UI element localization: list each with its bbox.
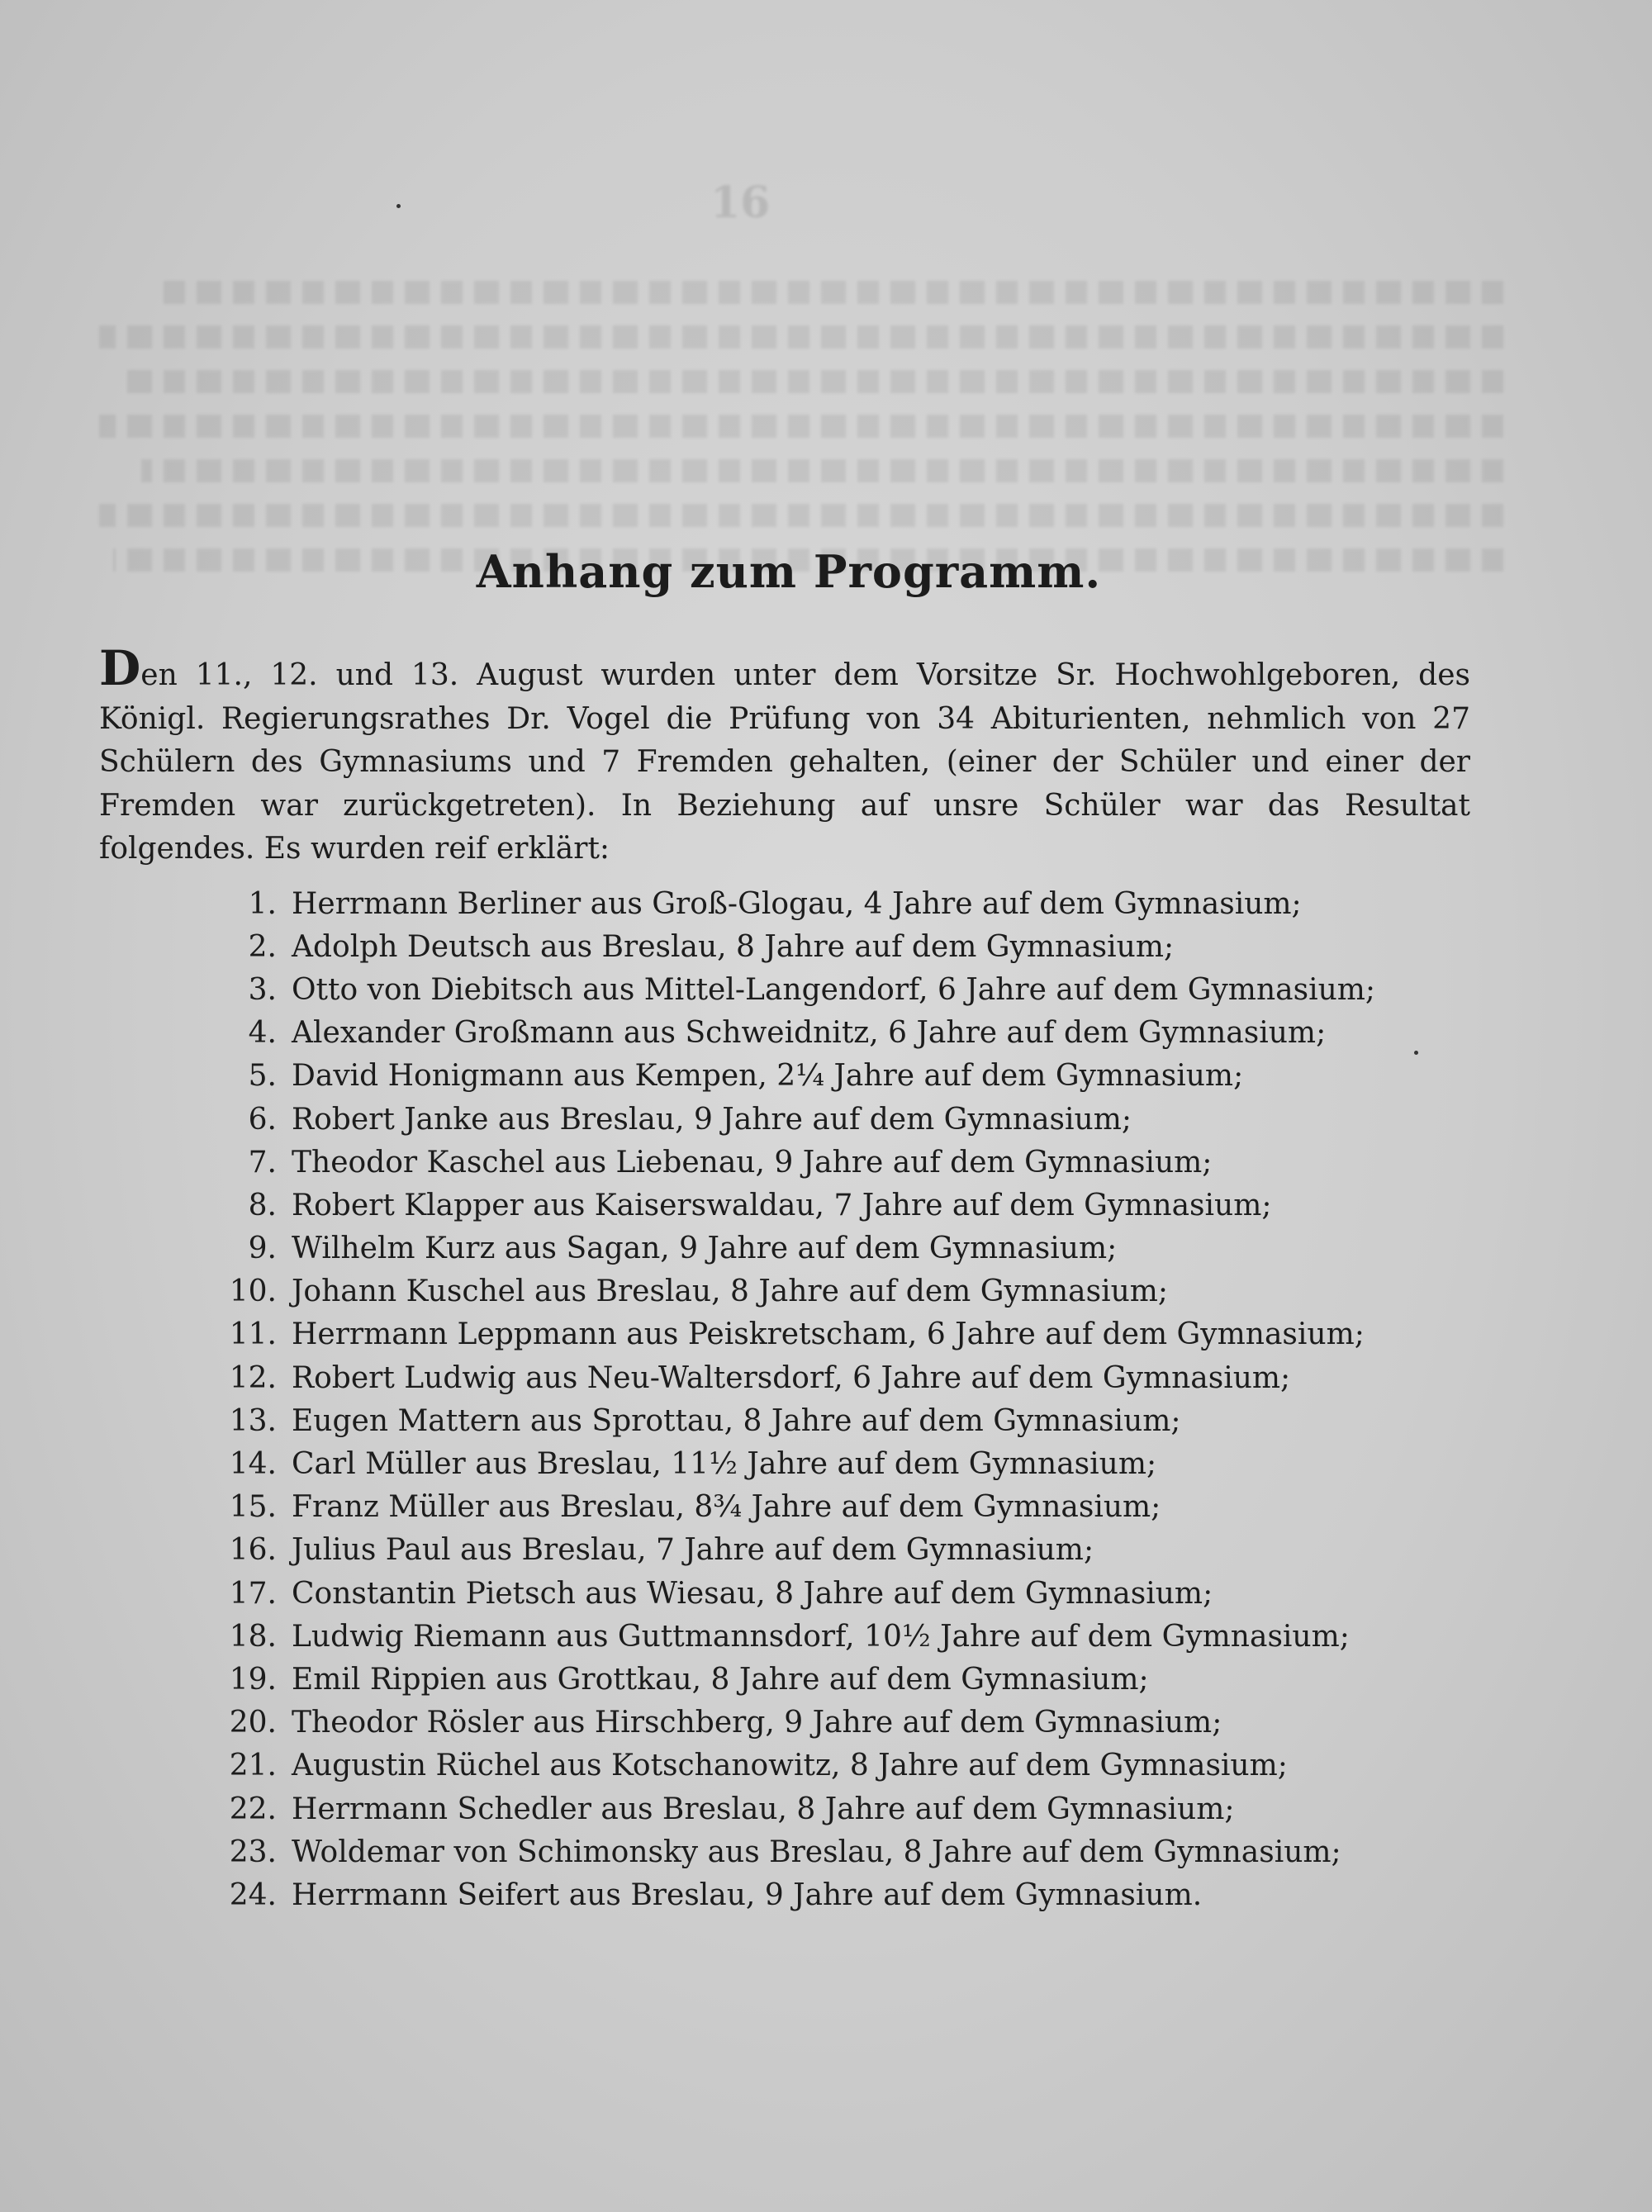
list-item-number: 20. <box>229 1706 277 1740</box>
list-item-number: 1. <box>248 886 277 921</box>
list-item-number: 9. <box>248 1232 277 1266</box>
list-item-text: Constantin Pietsch aus Wiesau, 8 Jahre auf dem Gymnasium; <box>292 1576 1213 1611</box>
list-item-text: Herrmann Berliner aus Groß-Glogau, 4 Jahre auf dem Gymnasium; <box>292 886 1302 921</box>
list-item <box>211 1658 1450 1701</box>
list-item-number: 8. <box>248 1188 277 1222</box>
list-item-text: Otto von Diebitsch aus Mittel-Langendorf, 6 Jahre auf dem Gymnasium; <box>292 972 1376 1007</box>
list-item <box>211 1529 1450 1572</box>
list-item-number: 21. <box>229 1749 277 1783</box>
list-item-number: 23. <box>229 1835 277 1869</box>
list-item <box>211 1615 1450 1658</box>
list-item-number: 7. <box>248 1145 277 1180</box>
list-item-text: Herrmann Seifert aus Breslau, 9 Jahre auf dem Gymnasium. <box>292 1877 1203 1912</box>
list-item-number: 14. <box>229 1447 277 1482</box>
list-item-number: 22. <box>229 1792 277 1826</box>
list-item <box>211 968 1450 1011</box>
list-item-number: 18. <box>229 1619 277 1654</box>
list-item-number: 13. <box>229 1403 277 1438</box>
list-item <box>211 1141 1450 1184</box>
list-item <box>211 1055 1450 1098</box>
list-item <box>211 1012 1450 1055</box>
list-item <box>211 882 1450 925</box>
list-item-number: 6. <box>248 1102 277 1137</box>
list-item-text: Eugen Mattern aus Sprottau, 8 Jahre auf dem Gymnasium; <box>292 1403 1181 1438</box>
list-item <box>211 1787 1450 1830</box>
list-item-text: Emil Rippien aus Grottkau, 8 Jahre auf dem Gymnasium; <box>292 1662 1149 1697</box>
list-item-text: Alexander Großmann aus Schweidnitz, 6 Jahre auf dem Gymnasium; <box>292 1016 1327 1051</box>
list-item-number: 24. <box>229 1877 277 1912</box>
intro-text: en 11., 12. und 13. August wurden unter dem Vorsitze Sr. Hochwohlgeboren, des Königl. Regierungsrathes Dr. Vogel die Prüfung von 34 Abiturienten, nehmlich von 27 Schülern des Gymnasiums und 7 Fremden gehalten, (einer der Schüler und einer der Fremden war zurückgetreten). In Beziehung auf unsre Schüler war das Resultat folgendes. Es wurden reif erklärt: <box>99 658 1470 866</box>
list-item-text: Johann Kuschel aus Breslau, 8 Jahre auf dem Gymnasium; <box>292 1275 1169 1309</box>
list-item-number: 16. <box>229 1533 277 1568</box>
list-item <box>211 1227 1450 1270</box>
list-item-text: Theodor Kaschel aus Liebenau, 9 Jahre auf dem Gymnasium; <box>292 1145 1213 1180</box>
list-item-text: Ludwig Riemann aus Guttmannsdorf, 10½ Jahre auf dem Gymnasium; <box>292 1619 1350 1654</box>
list-item <box>211 1744 1450 1787</box>
graduate-list <box>211 882 1450 1917</box>
intro-dropcap: D <box>99 640 141 696</box>
list-item-text: Julius Paul aus Breslau, 7 Jahre auf dem Gymnasium; <box>292 1533 1094 1568</box>
list-item-text: Wilhelm Kurz aus Sagan, 9 Jahre auf dem Gymnasium; <box>292 1232 1118 1266</box>
list-item <box>211 1356 1450 1399</box>
list-item <box>211 1442 1450 1485</box>
list-item-number: 17. <box>229 1576 277 1611</box>
list-item <box>211 1184 1450 1227</box>
list-item-number: 10. <box>229 1275 277 1309</box>
list-item-text: Robert Ludwig aus Neu-Waltersdorf, 6 Jahre auf dem Gymnasium; <box>292 1360 1291 1395</box>
list-item-text: Robert Janke aus Breslau, 9 Jahre auf dem Gymnasium; <box>292 1102 1132 1137</box>
list-item <box>211 1830 1450 1873</box>
list-item <box>211 1270 1450 1313</box>
list-item-number: 15. <box>229 1490 277 1525</box>
page-title: Anhang zum Programm. <box>476 545 1102 598</box>
speck <box>1414 1051 1418 1055</box>
list-item-number: 5. <box>248 1059 277 1094</box>
list-item <box>211 1702 1450 1744</box>
list-item-text: Herrmann Schedler aus Breslau, 8 Jahre auf dem Gymnasium; <box>292 1792 1235 1826</box>
list-item <box>211 1313 1450 1356</box>
speck <box>396 204 401 208</box>
list-item <box>211 1873 1450 1916</box>
list-item-number: 4. <box>248 1016 277 1051</box>
list-item <box>211 1486 1450 1529</box>
list-item-text: Franz Müller aus Breslau, 8¾ Jahre auf dem Gymnasium; <box>292 1490 1161 1525</box>
list-item <box>211 1098 1450 1141</box>
list-item <box>211 1572 1450 1615</box>
list-item-text: Theodor Rösler aus Hirschberg, 9 Jahre auf dem Gymnasium; <box>292 1706 1222 1740</box>
list-item <box>211 1399 1450 1442</box>
list-item-number: 19. <box>229 1662 277 1697</box>
list-item-number: 12. <box>229 1360 277 1395</box>
list-item-text: David Honigmann aus Kempen, 2¼ Jahre auf dem Gymnasium; <box>292 1059 1244 1094</box>
list-item-number: 3. <box>248 972 277 1007</box>
list-item-number: 11. <box>229 1317 277 1352</box>
list-item-text: Carl Müller aus Breslau, 11½ Jahre auf dem Gymnasium; <box>292 1447 1157 1482</box>
intro-paragraph <box>99 640 1470 871</box>
bleed-page-number: 16 <box>710 178 771 228</box>
list-item-text: Adolph Deutsch aus Breslau, 8 Jahre auf dem Gymnasium; <box>292 929 1175 964</box>
list-item-text: Woldemar von Schimonsky aus Breslau, 8 Jahre auf dem Gymnasium; <box>292 1835 1341 1869</box>
list-item-text: Herrmann Leppmann aus Peiskretscham, 6 Jahre auf dem Gymnasium; <box>292 1317 1365 1352</box>
list-item <box>211 925 1450 968</box>
list-item-number: 2. <box>248 929 277 964</box>
list-item-text: Augustin Rüchel aus Kotschanowitz, 8 Jahre auf dem Gymnasium; <box>292 1749 1288 1783</box>
list-item-text: Robert Klapper aus Kaiserswaldau, 7 Jahre auf dem Gymnasium; <box>292 1188 1272 1222</box>
